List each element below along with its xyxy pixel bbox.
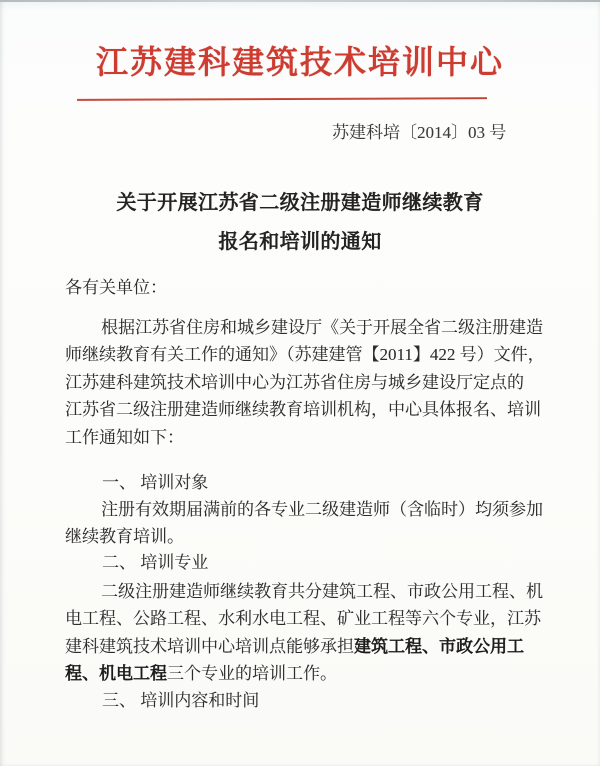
notice-title-line-2: 报名和培训的通知 bbox=[218, 231, 382, 253]
doc-number: 苏建科培〔2014〕03 号 bbox=[332, 123, 507, 142]
intro-paragraph bbox=[65, 314, 545, 451]
bold-emphasis: 程、机电工程 bbox=[65, 664, 167, 684]
body-line: 电工程、公路工程、水利水电工程、矿业工程等六个专业，江苏 bbox=[65, 609, 541, 629]
body-line: 江苏省二级注册建造师继续教育培训机构，中心具体报名、培训 bbox=[65, 400, 541, 420]
body-line bbox=[65, 660, 545, 687]
section-heading-3: 三、 培训内容和时间 bbox=[102, 691, 260, 710]
body-line: 注册有效期届满前的各专业二级建造师（含临时）均须参加 bbox=[101, 500, 543, 519]
body-line: 二级注册建造师继续教育共分建筑工程、市政公用工程、机 bbox=[101, 582, 543, 601]
body-text-segment: 三个专业的培训工作。 bbox=[167, 664, 337, 684]
body-line: 工作通知如下： bbox=[65, 427, 184, 447]
body-line: 继续教育培训。 bbox=[65, 527, 184, 547]
bold-emphasis: 建筑工程、市政公用工 bbox=[354, 636, 524, 656]
section-2-paragraph bbox=[65, 578, 545, 688]
body-line: 根据江苏省住房和城乡建设厅《关于开展全省二级注册建造 bbox=[101, 318, 543, 337]
letterhead-divider bbox=[77, 97, 487, 101]
section-1-paragraph bbox=[65, 496, 545, 551]
letterhead-title: 江苏建科建筑技术培训中心 bbox=[95, 44, 504, 80]
section-heading-1: 一、 培训对象 bbox=[102, 473, 209, 492]
body-line bbox=[65, 633, 545, 660]
notice-title-line-1: 关于开展江苏省二级注册建造师继续教育 bbox=[116, 192, 484, 214]
body-line: 师继续教育有关工作的通知》（苏建建管【2011】422 号）文件， bbox=[65, 345, 545, 365]
section-heading-2: 二、 培训专业 bbox=[102, 553, 209, 572]
body-text-segment: 建科建筑技术培训中心培训点能够承担 bbox=[65, 636, 354, 656]
salutation: 各有关单位： bbox=[65, 278, 167, 297]
body-line: 江苏建科建筑技术培训中心为江苏省住房与城乡建设厅定点的 bbox=[65, 372, 524, 392]
